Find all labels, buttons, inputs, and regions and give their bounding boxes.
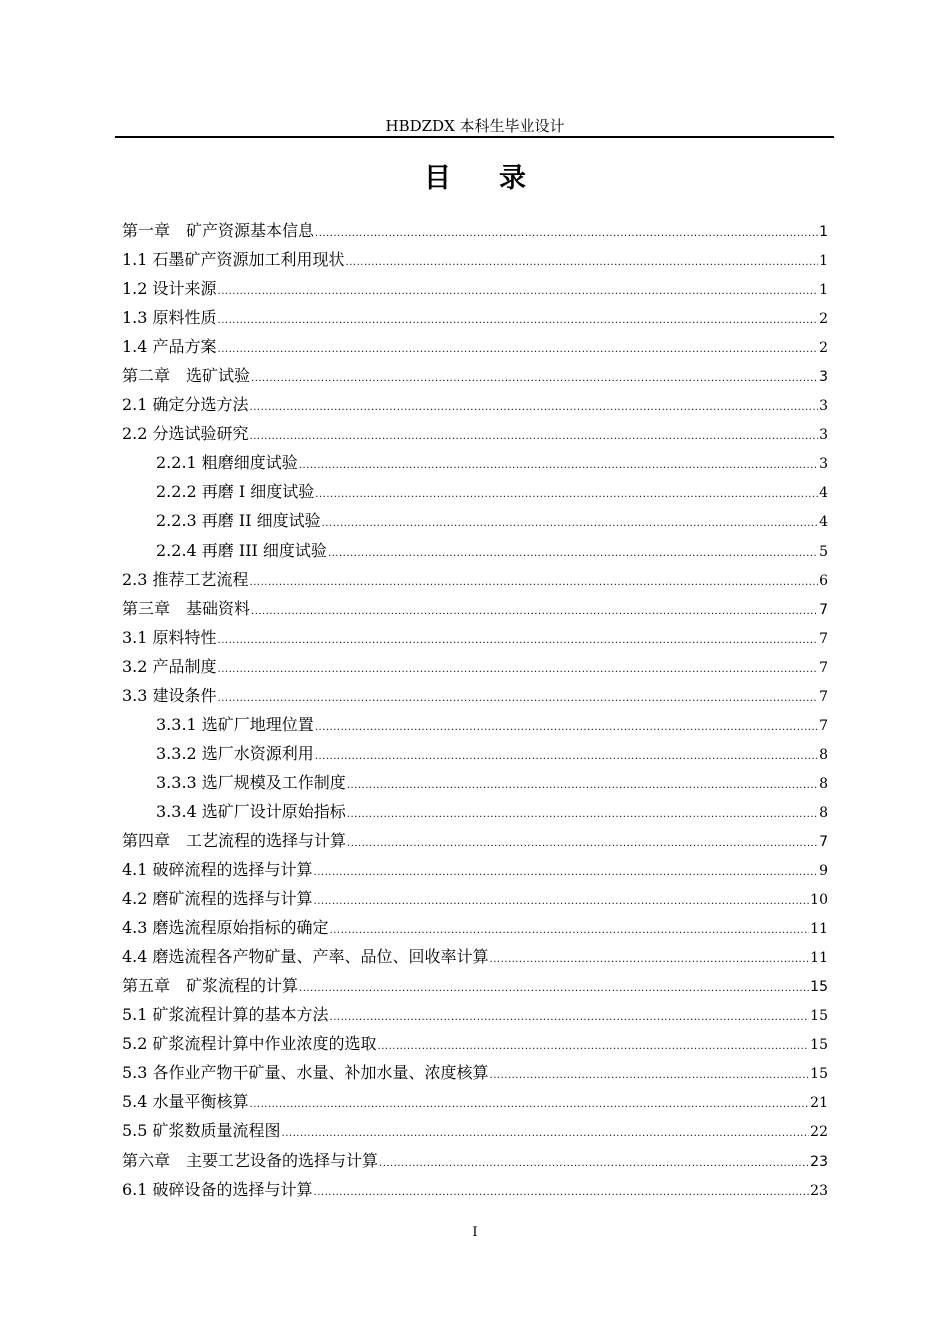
toc-entry[interactable]	[122, 712, 828, 741]
toc-entry[interactable]	[122, 450, 828, 479]
toc-leader-dots	[490, 1070, 810, 1081]
toc-entry-page: 9	[819, 863, 828, 880]
toc-leader-dots	[378, 1041, 810, 1052]
toc-leader-dots	[347, 838, 818, 849]
toc-entry-page: 21	[810, 1095, 828, 1112]
toc-entry-label: 第五章 矿浆流程的计算	[122, 976, 299, 996]
toc-entry-label: 3.2 产品制度	[122, 656, 217, 676]
toc-entry[interactable]	[122, 683, 828, 712]
toc-leader-dots	[490, 954, 810, 965]
running-header: HBDZDX 本科生毕业设计	[385, 117, 565, 135]
toc-entry-page: 3	[819, 369, 828, 386]
toc-entry-page: 5	[819, 543, 828, 560]
toc-entry[interactable]	[122, 334, 828, 363]
toc-entry-label: 2.1 确定分选方法	[122, 395, 249, 415]
toc-entry-label: 3.1 原料特性	[122, 627, 217, 647]
toc-entry-label: 第六章 主要工艺设备的选择与计算	[122, 1150, 379, 1170]
header-rule	[115, 136, 834, 138]
toc-leader-dots	[251, 373, 818, 384]
toc-entry-page: 10	[810, 892, 828, 909]
toc-leader-dots	[379, 1158, 809, 1169]
toc-entry[interactable]	[122, 944, 828, 973]
toc-entry-page: 3	[819, 427, 828, 444]
toc-entry-label: 4.3 磨选流程原始指标的确定	[122, 918, 329, 938]
toc-leader-dots	[314, 867, 819, 878]
toc-entry[interactable]	[122, 421, 828, 450]
title-right-char: 录	[499, 163, 526, 194]
toc-entry-label: 2.2.4 再磨 III 细度试验	[156, 540, 327, 560]
toc-entry-page: 7	[819, 717, 828, 734]
toc-entry-page: 7	[819, 659, 828, 676]
toc-entry-label: 3.3.3 选厂规模及工作制度	[156, 772, 346, 792]
toc-entry[interactable]	[122, 479, 828, 508]
toc-entry-label: 5.2 矿浆流程计算中作业浓度的选取	[122, 1034, 377, 1054]
toc-chapter-entry[interactable]	[122, 218, 828, 247]
toc-entry-page: 3	[819, 456, 828, 473]
toc-entry[interactable]	[122, 276, 828, 305]
toc-entry-label: 3.3 建设条件	[122, 685, 217, 705]
page-title	[0, 156, 950, 195]
toc-entry[interactable]	[122, 1031, 828, 1060]
toc-leader-dots	[250, 577, 819, 588]
toc-entry-page: 7	[819, 688, 828, 705]
toc-entry[interactable]	[122, 305, 828, 334]
toc-leader-dots	[218, 664, 819, 675]
toc-entry-page: 4	[819, 514, 828, 531]
toc-leader-dots	[322, 518, 818, 529]
toc-entry-page: 2	[819, 311, 828, 328]
toc-chapter-entry[interactable]	[122, 828, 828, 857]
toc-chapter-entry[interactable]	[122, 1148, 828, 1177]
toc-entry[interactable]	[122, 625, 828, 654]
toc-entry[interactable]	[122, 857, 828, 886]
toc-entry-page: 7	[819, 601, 828, 618]
toc-entry-page: 6	[819, 572, 828, 589]
toc-entry-page: 3	[819, 398, 828, 415]
toc-leader-dots	[218, 344, 819, 355]
toc-leader-dots	[218, 315, 819, 326]
toc-entry[interactable]	[122, 538, 828, 567]
toc-entry-page: 15	[810, 1037, 828, 1054]
toc-entry-label: 第二章 选矿试验	[122, 366, 251, 386]
toc-entry[interactable]	[122, 567, 828, 596]
toc-leader-dots	[315, 228, 818, 239]
toc-leader-dots	[328, 548, 818, 559]
toc-entry-page: 7	[819, 630, 828, 647]
toc-leader-dots	[218, 286, 819, 297]
toc-entry-label: 2.2.1 粗磨细度试验	[156, 453, 298, 473]
toc-entry-page: 15	[810, 1066, 828, 1083]
toc-entry-label: 5.4 水量平衡核算	[122, 1092, 249, 1112]
toc-entry-label: 第三章 基础资料	[122, 598, 251, 618]
toc-entry[interactable]	[122, 247, 828, 276]
page-number: I	[472, 1225, 478, 1240]
toc-entry-page: 1	[819, 253, 828, 270]
toc-entry-label: 4.2 磨矿流程的选择与计算	[122, 889, 313, 909]
toc-entry-page: 2	[819, 340, 828, 357]
toc-leader-dots	[250, 431, 819, 442]
toc-entry-label: 1.3 原料性质	[122, 308, 217, 328]
toc-entry-page: 8	[819, 746, 828, 763]
toc-entry-page: 15	[810, 1008, 828, 1025]
toc-chapter-entry[interactable]	[122, 596, 828, 625]
toc-entry-page: 8	[819, 804, 828, 821]
toc-entry-page: 23	[810, 1153, 828, 1170]
toc-leader-dots	[347, 780, 818, 791]
toc-entry-label: 1.4 产品方案	[122, 337, 217, 357]
toc-entry[interactable]	[122, 508, 828, 537]
toc-entry[interactable]	[122, 392, 828, 421]
toc-entry-page: 1	[819, 282, 828, 299]
toc-leader-dots	[251, 606, 818, 617]
toc-leader-dots	[282, 1128, 810, 1139]
toc-entry-label: 3.3.1 选矿厂地理位置	[156, 714, 314, 734]
toc-entry-label: 5.3 各作业产物干矿量、水量、补加水量、浓度核算	[122, 1063, 489, 1083]
toc-entry-page: 4	[819, 485, 828, 502]
toc-leader-dots	[315, 751, 818, 762]
table-of-contents	[122, 218, 828, 1206]
toc-leader-dots	[330, 1012, 810, 1023]
toc-entry[interactable]	[122, 886, 828, 915]
toc-entry-label: 6.1 破碎设备的选择与计算	[122, 1179, 313, 1199]
toc-leader-dots	[330, 925, 810, 936]
toc-entry-label: 5.1 矿浆流程计算的基本方法	[122, 1005, 329, 1025]
toc-entry-label: 第四章 工艺流程的选择与计算	[122, 830, 347, 850]
toc-entry-label: 3.3.2 选厂水资源利用	[156, 743, 314, 763]
toc-leader-dots	[314, 1187, 810, 1198]
toc-entry-page: 8	[819, 775, 828, 792]
toc-leader-dots	[218, 693, 819, 704]
toc-entry-label: 1.1 石墨矿产资源加工利用现状	[122, 250, 345, 270]
toc-entry-page: 1	[819, 224, 828, 240]
title-left-char: 目	[424, 163, 451, 194]
toc-chapter-entry[interactable]	[122, 973, 828, 1002]
toc-entry-label: 2.2 分选试验研究	[122, 424, 249, 444]
toc-entry-label: 1.2 设计来源	[122, 279, 217, 299]
toc-leader-dots	[315, 722, 818, 733]
toc-entry-page: 22	[810, 1124, 828, 1141]
toc-leader-dots	[299, 983, 809, 994]
toc-entry[interactable]	[122, 1002, 828, 1031]
toc-entry-page: 23	[810, 1182, 828, 1199]
toc-entry-page: 11	[810, 921, 828, 938]
toc-entry[interactable]	[122, 654, 828, 683]
toc-leader-dots	[347, 809, 818, 820]
toc-leader-dots	[250, 1099, 810, 1110]
toc-leader-dots	[346, 257, 819, 268]
toc-chapter-entry[interactable]	[122, 363, 828, 392]
toc-entry[interactable]	[122, 1177, 828, 1206]
toc-leader-dots	[218, 635, 819, 646]
toc-leader-dots	[315, 489, 818, 500]
toc-leader-dots	[314, 896, 810, 907]
toc-entry-label: 3.3.4 选矿厂设计原始指标	[156, 801, 346, 821]
toc-entry[interactable]	[122, 1089, 828, 1118]
toc-entry-label: 第一章 矿产资源基本信息	[122, 221, 315, 240]
toc-leader-dots	[250, 402, 819, 413]
toc-entry-label: 5.5 矿浆数质量流程图	[122, 1121, 281, 1141]
toc-entry-page: 15	[810, 979, 828, 996]
toc-entry[interactable]	[122, 741, 828, 770]
toc-entry-page: 11	[810, 950, 828, 967]
toc-entry-label: 2.2.2 再磨 I 细度试验	[156, 482, 315, 502]
toc-entry[interactable]	[122, 915, 828, 944]
toc-entry[interactable]	[122, 799, 828, 828]
toc-entry-label: 4.4 磨选流程各产物矿量、产率、品位、回收率计算	[122, 947, 489, 967]
toc-leader-dots	[299, 460, 818, 471]
toc-entry-label: 2.2.3 再磨 II 细度试验	[156, 511, 321, 531]
toc-entry[interactable]	[122, 1060, 828, 1089]
toc-entry[interactable]	[122, 770, 828, 799]
toc-entry-label: 2.3 推荐工艺流程	[122, 569, 249, 589]
toc-entry-label: 4.1 破碎流程的选择与计算	[122, 860, 313, 880]
toc-entry[interactable]	[122, 1118, 828, 1147]
toc-entry-page: 7	[819, 833, 828, 850]
